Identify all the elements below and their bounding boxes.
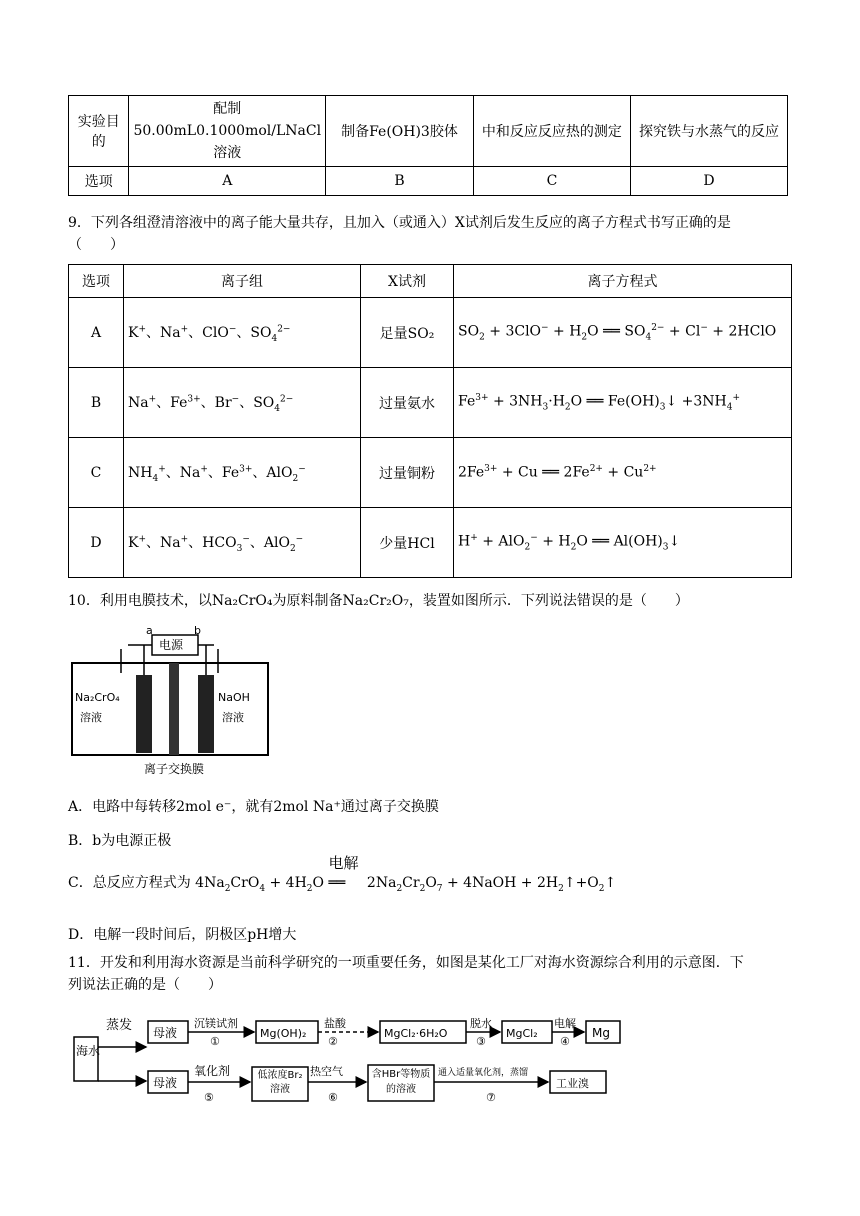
table-header: 离子组 [124, 265, 361, 298]
mother-liquor-label: 母液 [153, 1026, 178, 1040]
seawater-flowchart [70, 1015, 640, 1110]
hcl-label: 盐酸 [324, 1017, 346, 1030]
step-number: ④ [560, 1035, 570, 1048]
table-cell: A [129, 167, 326, 196]
table-cell: 中和反应反应热的测定 [473, 96, 630, 167]
ion-table [68, 264, 792, 578]
equation-cell: $SO_2 + 3ClO^- + H_2O$ ══ $SO_4^{2-} + Cl^-$ + 2HClO [454, 298, 792, 368]
table-cell: 实验目的 [69, 96, 129, 167]
mgoh2-label: Mg(OH)₂ [260, 1027, 307, 1040]
label-b: b [194, 625, 201, 637]
equation-cell: $Fe^{3+} + 3NH_3\cdot H_2O$ ══ $Fe(OH)_3↓ +3NH_4^+$ [454, 368, 792, 438]
label-a: a [146, 625, 153, 637]
reagent-label: 沉镁试剂 [194, 1017, 238, 1030]
reagent-cell: 过量氨水 [361, 368, 454, 438]
option-cell: C [69, 438, 124, 508]
ion-group-cell: K+、Na+、$HCO_3^-$、AlO$_2$− [124, 508, 361, 578]
dehydrate-label: 脱水 [470, 1017, 492, 1030]
ion-group-cell: K+、Na+、ClO−、$SO_4^{2-}$ [124, 298, 361, 368]
mgcl2-label: MgCl₂ [506, 1027, 538, 1040]
table-cell: 探究铁与水蒸气的反应 [630, 96, 787, 167]
evaporation-label: 蒸发 [106, 1018, 133, 1033]
option-cell: B [69, 368, 124, 438]
table-row [69, 96, 788, 167]
equation-cell: $H^+ + AlO_2^- + H_2O$ ══ $Al(OH)_3↓$ [454, 508, 792, 578]
step-number: ② [328, 1035, 338, 1048]
reagent-cell: 过量铜粉 [361, 438, 454, 508]
table-row [69, 438, 792, 508]
equation-cell: $2Fe^{3+} + Cu$ ══ $2Fe^{2+} + Cu^{2+}$ [454, 438, 792, 508]
reagent-cell: 少量HCl [361, 508, 454, 578]
table-cell: 配制50.00mL0.1000mol/LNaCl溶液 [129, 96, 326, 167]
step-number: ⑤ [204, 1091, 214, 1104]
mg-label: Mg [592, 1026, 610, 1040]
mother-liquor-label: 母液 [153, 1076, 178, 1090]
table-cell: 制备Fe(OH)3胶体 [326, 96, 474, 167]
power-label: 电源 [159, 638, 184, 652]
electrolysis-label: 电解 [554, 1017, 576, 1030]
mgcl2-hydrate-label: MgCl₂·6H₂O [384, 1027, 448, 1040]
reagent-cell: 足量SO₂ [361, 298, 454, 368]
table-cell: B [326, 167, 474, 196]
industrial-bromine-label: 工业溴 [556, 1077, 589, 1090]
option-a: A．电路中每转移2mol e⁻，就有2mol Na⁺通过离子交换膜 [68, 799, 439, 815]
seawater-label: 海水 [76, 1044, 101, 1058]
ion-group-cell: Na+、$Fe^{3+}$、Br−、$SO_4^{2-}$ [124, 368, 361, 438]
step-number: ① [210, 1035, 220, 1048]
step-number: ⑥ [328, 1091, 338, 1104]
table-header: 选项 [69, 265, 124, 298]
left-solution-label: Na₂CrO₄ [75, 691, 120, 704]
table-cell: 选项 [69, 167, 129, 196]
table-row [69, 368, 792, 438]
table-row [69, 298, 792, 368]
table-header-row [69, 265, 792, 298]
option-cell: A [69, 298, 124, 368]
ion-group-cell: $NH_4^+$、Na+、$Fe^{3+}$、AlO$_2$− [124, 438, 361, 508]
step-number: ⑦ [486, 1091, 496, 1104]
question-10-stem: 10．利用电膜技术，以Na₂CrO₄为原料制备Na₂Cr₂O₇，装置如图所示．下列说法错误的是（ ） [68, 593, 689, 609]
hot-air-label: 热空气 [310, 1065, 343, 1078]
right-solution-label: NaOH [218, 691, 250, 704]
experiment-table [68, 95, 788, 196]
table-row [69, 167, 788, 196]
table-row [69, 508, 792, 578]
hbr-solution-label: 含HBr等物质的溶液 [371, 1069, 431, 1095]
oxidant-label: 氧化剂 [194, 1064, 231, 1078]
question-9-stem: 9．下列各组澄清溶液中的离子能大量共存，且加入（或通入）X试剂后发生反应的离子方程式书写正确的是 （ ） [68, 215, 731, 253]
electrolysis-condition: 电解 ══ [328, 854, 359, 891]
table-cell: D [630, 167, 787, 196]
right-solution-label: 溶液 [222, 711, 244, 724]
table-header: X试剂 [361, 265, 454, 298]
br2-solution-label: 低浓度Br₂溶液 [257, 1070, 303, 1095]
table-cell: C [473, 167, 630, 196]
question-11-stem: 11．开发和利用海水资源是当前科学研究的一项重要任务，如图是某化工厂对海水资源综合利用的示意图．下 列说法正确的是（ ） [68, 955, 744, 993]
table-header: 离子方程式 [454, 265, 792, 298]
membrane-label: 离子交换膜 [144, 762, 205, 775]
option-d: D．电解一段时间后，阴极区pH增大 [68, 927, 297, 943]
step-number: ③ [476, 1035, 486, 1048]
option-cell: D [69, 508, 124, 578]
left-solution-label: 溶液 [80, 711, 102, 724]
electrolysis-figure [68, 625, 278, 775]
option-b: B．b为电源正极 [68, 833, 172, 849]
option-c: C．总反应方程式为 $4Na_2CrO_4 + 4H_2O$ 电解 ══ $2Na_2Cr_2O_7$ + 4NaOH + $2H_2↑+O_2↑$ [68, 854, 617, 894]
step7-label: 通入适量氧化剂，蒸馏 [438, 1068, 529, 1078]
